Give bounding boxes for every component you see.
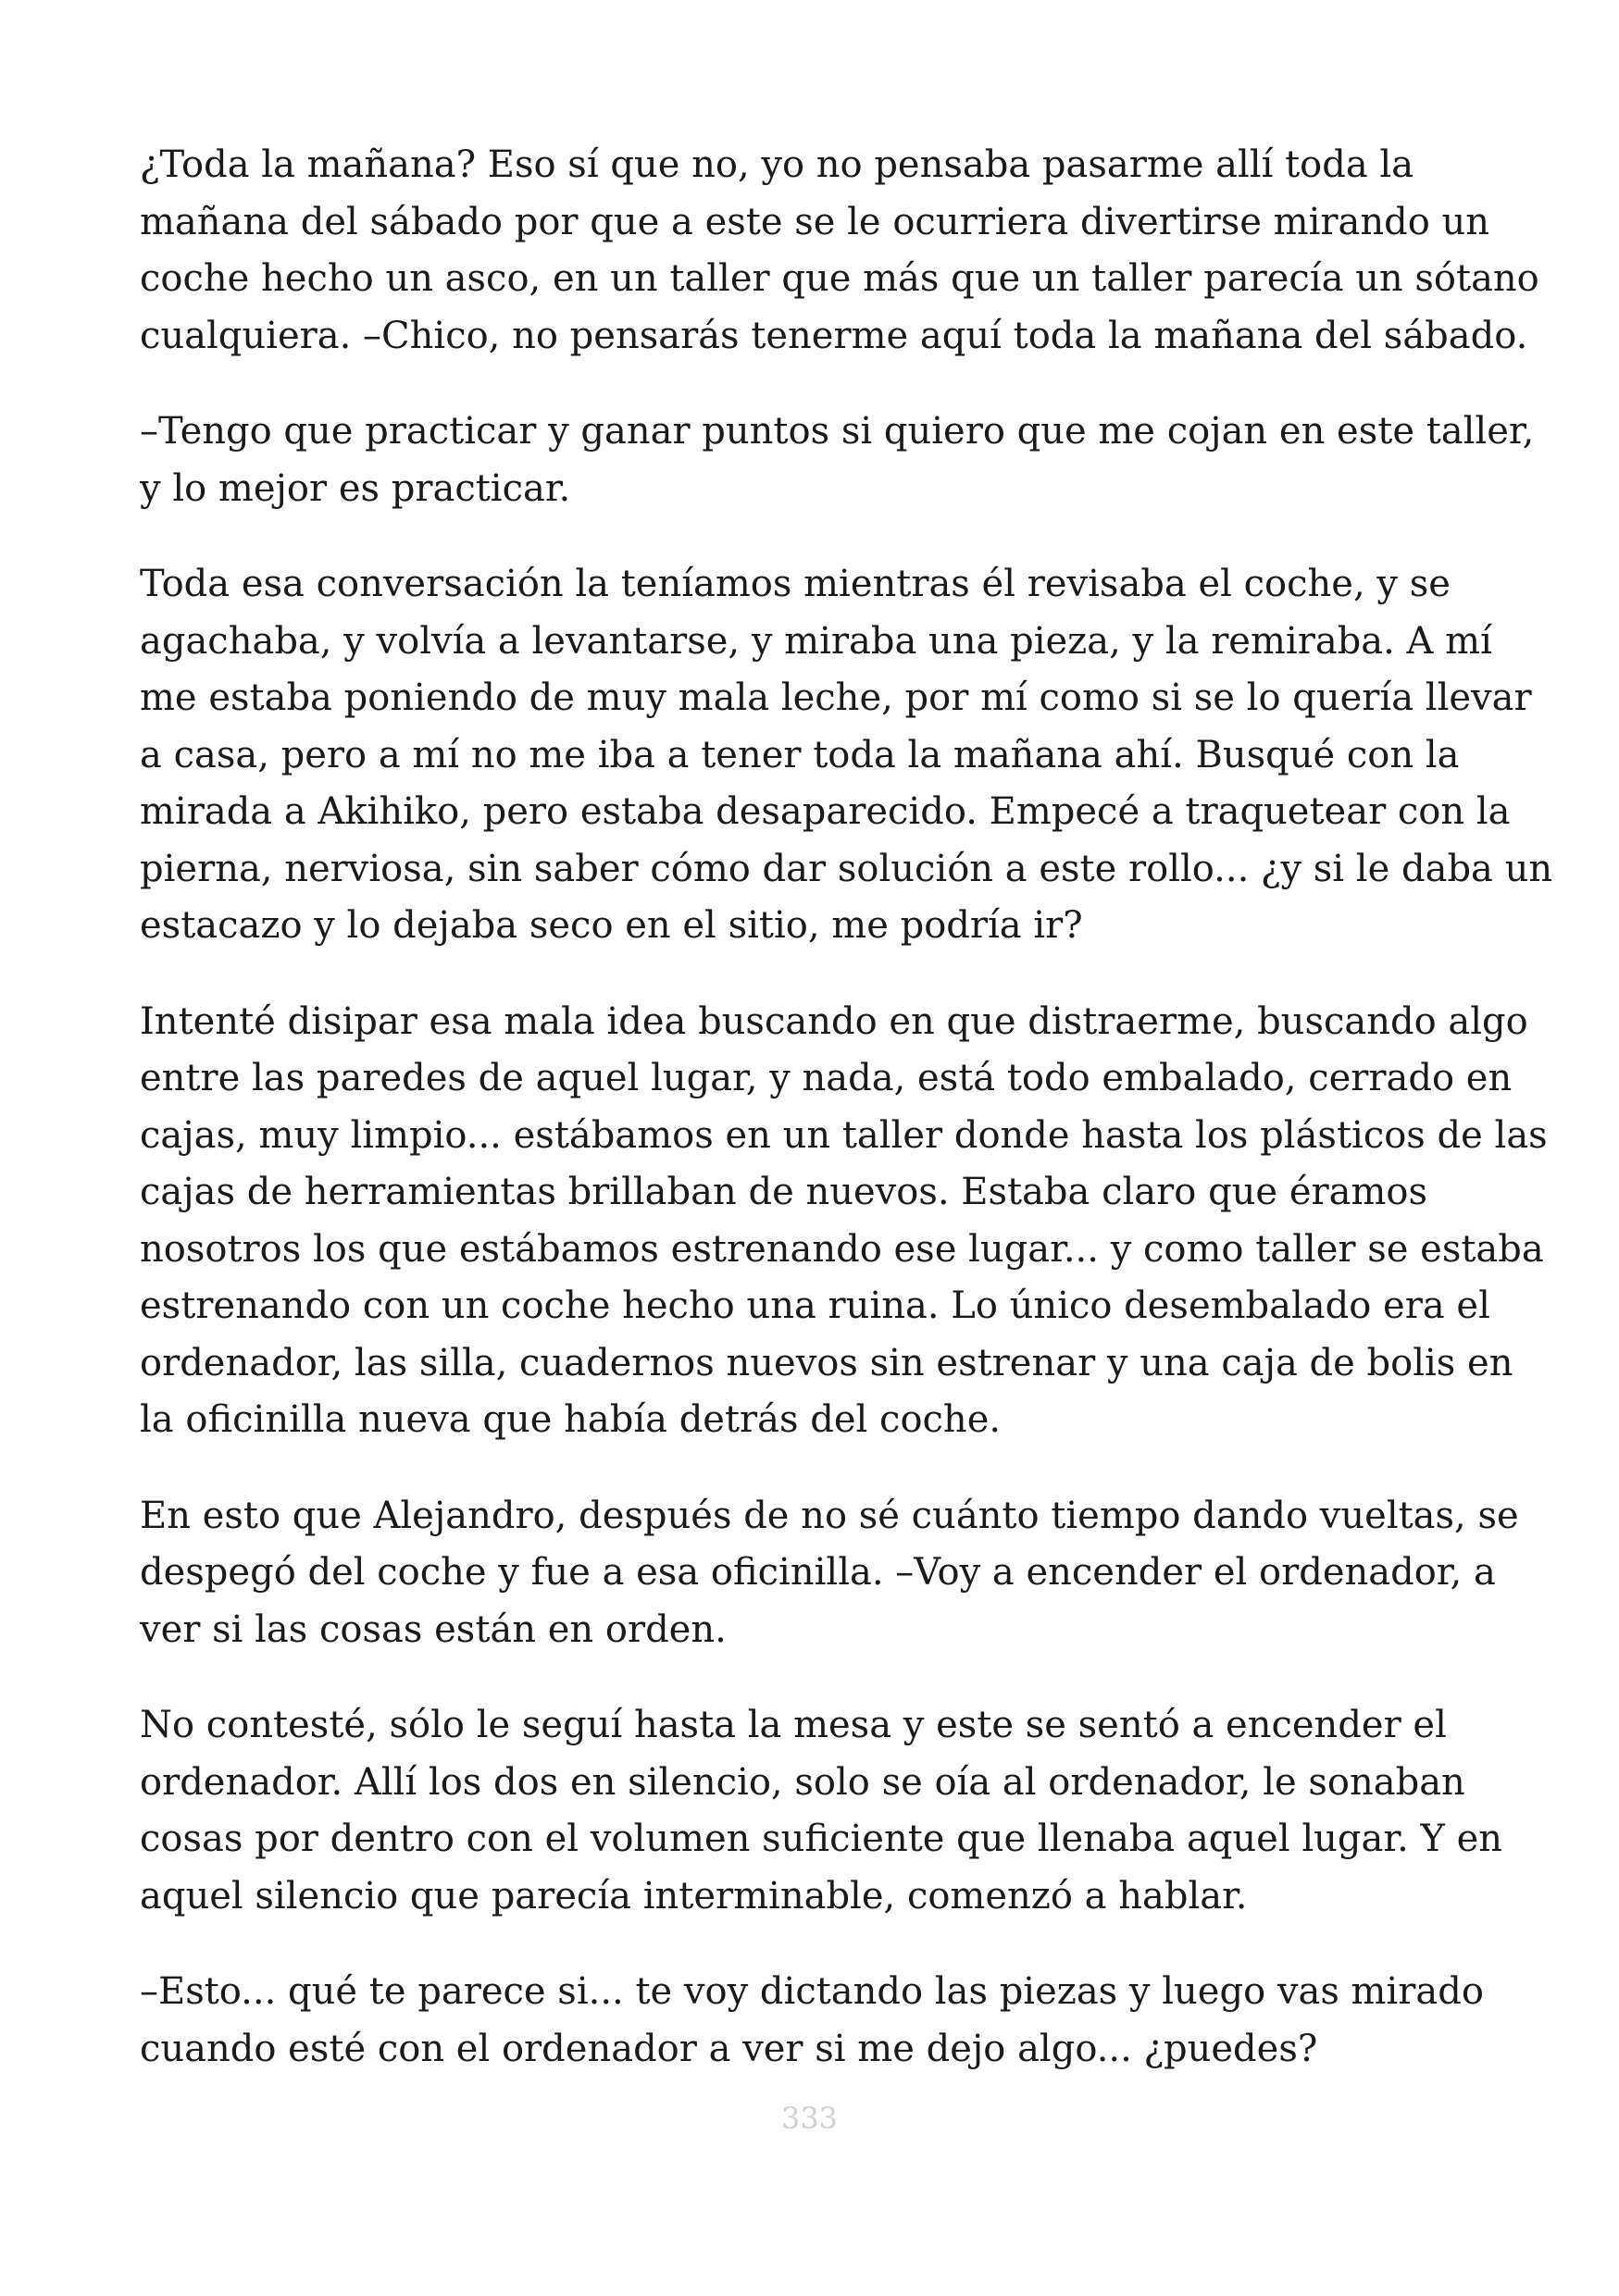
text-line: a casa, pero a mí no me iba a tener toda la mañana ahí. Busqué con la xyxy=(140,733,1460,776)
text-line: mirada a Akihiko, pero estaba desaparecido. Empecé a traquetear con la xyxy=(140,790,1511,833)
text-line: la oficinilla nueva que había detrás del coche. xyxy=(140,1398,1002,1441)
text-line: En esto que Alejandro, después de no sé cuánto tiempo dando vueltas, se xyxy=(140,1494,1519,1537)
text-line: y lo mejor es practicar. xyxy=(140,466,571,510)
paragraph xyxy=(140,403,1535,517)
text-line: pierna, nerviosa, sin saber cómo dar solución a este rollo... ¿y si le daba un xyxy=(140,847,1553,890)
text-line: mañana del sábado por que a este se le ocurriera divertirse mirando un xyxy=(140,200,1490,243)
text-line: aquel silencio que parecía interminable, comenzó a hablar. xyxy=(140,1874,1248,1917)
text-line: despegó del coche y fue a esa oficinilla. –Voy a encender el ordenador, a xyxy=(140,1551,1496,1594)
text-line: ordenador. Allí los dos en silencio, solo se oía al ordenador, le sonaban xyxy=(140,1760,1465,1804)
text-line: ordenador, las silla, cuadernos nuevos sin estrenar y una caja de bolis en xyxy=(140,1341,1513,1384)
text-line: Toda esa conversación la teníamos mientras él revisaba el coche, y se xyxy=(140,563,1451,605)
text-line: cuando esté con el ordenador a ver si me dejo algo... ¿puedes? xyxy=(140,2027,1318,2070)
text-line: coche hecho un asco, en un taller que más que un taller parecía un sótano xyxy=(140,257,1539,300)
text-line: cosas por dentro con el volumen suficiente que llenaba aquel lugar. Y en xyxy=(140,1818,1503,1860)
text-line: nosotros los que estábamos estrenando ese lugar... y como taller se estaba xyxy=(140,1227,1544,1271)
text-line: cajas de herramientas brillaban de nuevos. Estaba claro que éramos xyxy=(140,1171,1427,1213)
paragraph xyxy=(140,1964,1491,2078)
paragraph xyxy=(140,1697,1503,1925)
text-line: agachaba, y volvía a levantarse, y miraba una pieza, y la remiraba. A mí xyxy=(140,619,1492,663)
paragraph xyxy=(140,137,1539,365)
text-line: Intenté disipar esa mala idea buscando en que distraerme, buscando algo xyxy=(140,999,1528,1043)
text-line: estacazo y lo dejaba seco en el sitio, me podría ir? xyxy=(140,904,1083,947)
page-number: 333 xyxy=(780,2101,839,2136)
text-line: –Esto... qué te parece si... te voy dictando las piezas y luego vas mirado xyxy=(140,1970,1484,2013)
paragraph xyxy=(140,994,1548,1449)
text-line: No contesté, sólo le seguí hasta la mesa y este se sentó a encender el xyxy=(140,1704,1447,1746)
text-line: me estaba poniendo de muy mala leche, por mí como si se lo quería llevar xyxy=(140,676,1532,719)
text-line: estrenando con un coche hecho una ruina. Lo único desembalado era el xyxy=(140,1285,1490,1327)
text-line: ¿Toda la mañana? Eso sí que no, yo no pensaba pasarme allí toda la xyxy=(140,143,1414,186)
text-line: –Tengo que practicar y ganar puntos si quiero que me cojan en este taller, xyxy=(140,410,1535,453)
paragraph xyxy=(140,1488,1519,1659)
text-line: ver si las cosas están en orden. xyxy=(140,1607,727,1651)
text-line: entre las paredes de aquel lugar, y nada, está todo embalado, cerrado en xyxy=(140,1057,1513,1099)
paragraph xyxy=(140,556,1553,955)
body-text xyxy=(140,137,1553,2116)
text-line: cualquiera. –Chico, no pensarás tenerme aquí toda la mañana del sábado. xyxy=(140,314,1528,357)
text-line: cajas, muy limpio... estábamos en un taller donde hasta los plásticos de las xyxy=(140,1113,1548,1157)
